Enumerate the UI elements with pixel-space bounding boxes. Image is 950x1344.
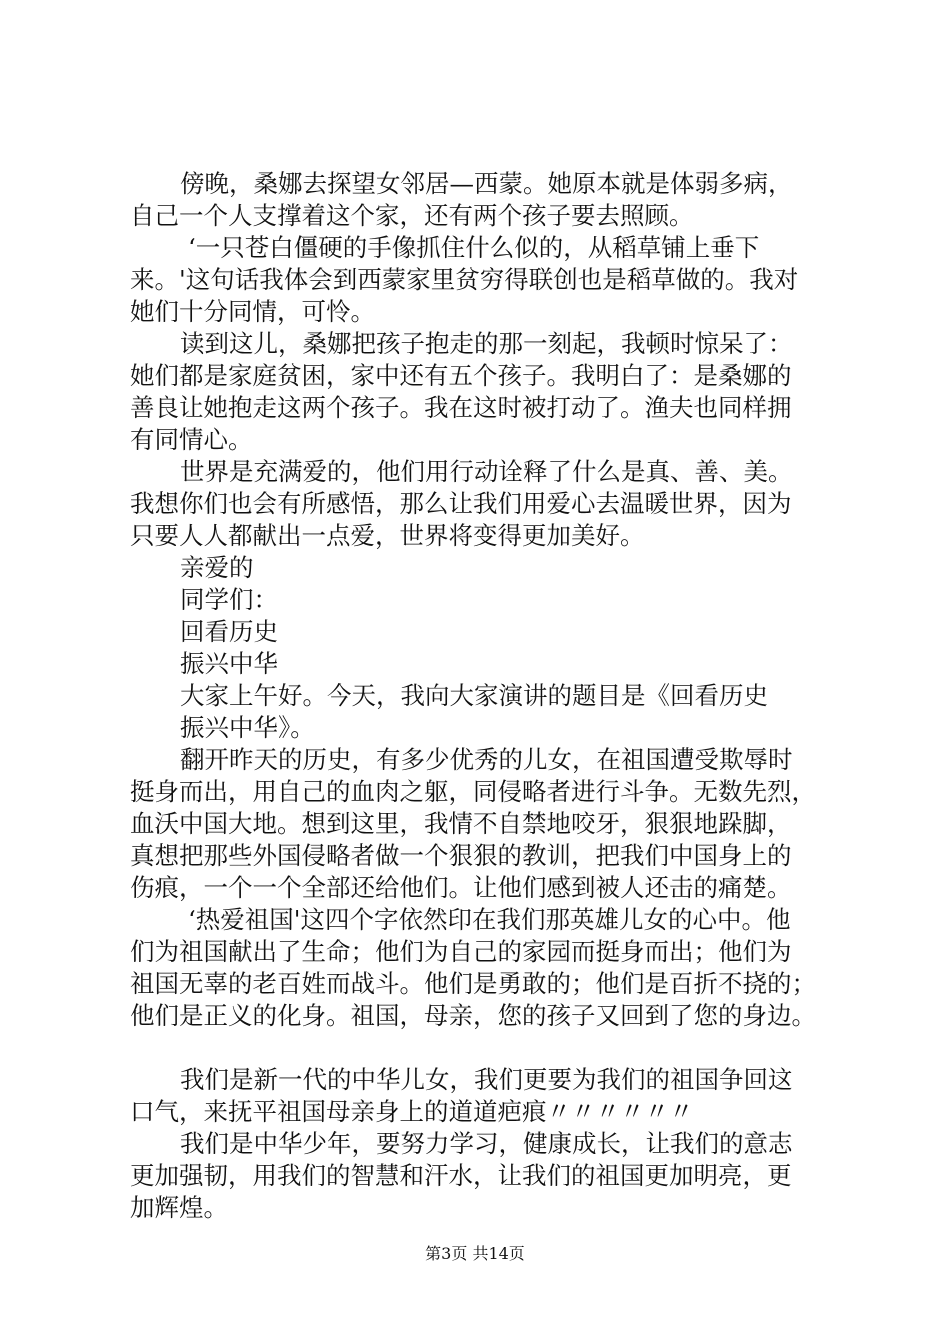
text-line: 同学们： — [180, 585, 278, 614]
text-line: 真想把那些外国侵略者做一个狠狠的教训，把我们中国身上的 — [130, 841, 792, 870]
text-line: 祖国无辜的老百姓而战斗。他们是勇敢的；他们是百折不挠的； — [130, 969, 816, 998]
text-line: 翻开昨天的历史，有多少优秀的儿女，在祖国遭受欺辱时 — [180, 745, 793, 774]
text-line: 我们是中华少年，要努力学习，健康成长，让我们的意志 — [180, 1129, 793, 1158]
text-line: 大家上午好。今天，我向大家演讲的题目是《回看历史 — [180, 681, 768, 710]
text-line: 世界是充满爱的，他们用行动诠释了什么是真、善、美。 — [180, 457, 793, 486]
text-line: 她们都是家庭贫困，家中还有五个孩子。我明白了：是桑娜的 — [130, 361, 792, 390]
text-line: 来。'这句话我体会到西蒙家里贫穷得联创也是稻草做的。我对 — [130, 265, 799, 294]
text-line: 振兴中华 — [180, 649, 278, 678]
text-line: ‘热爱祖国'这四个字依然印在我们那英雄儿女的心中。他 — [188, 905, 791, 934]
text-line: 亲爱的 — [180, 553, 254, 582]
text-line: 我们是新一代的中华儿女，我们更要为我们的祖国争回这 — [180, 1065, 793, 1094]
text-line: 他们是正义的化身。祖国，母亲，您的孩子又回到了您的身边。 — [130, 1001, 816, 1030]
text-line: 口气，来抚平祖国母亲身上的道道疤痕〃〃〃〃〃〃 — [130, 1097, 694, 1126]
text-line: 她们十分同情，可怜。 — [130, 297, 375, 326]
text-line: 读到这儿，桑娜把孩子抱走的那一刻起，我顿时惊呆了： — [180, 329, 793, 358]
text-line: 只要人人都献出一点爱，世界将变得更加美好。 — [130, 521, 645, 550]
text-line: 傍晚，桑娜去探望女邻居—西蒙。她原本就是体弱多病， — [180, 169, 793, 198]
document-body — [130, 168, 850, 1224]
text-line: 自己一个人支撑着这个家，还有两个孩子要去照顾。 — [130, 201, 694, 230]
text-line: 我想你们也会有所感悟，那么让我们用爱心去温暖世界，因为 — [130, 489, 792, 518]
text-line: 善良让她抱走这两个孩子。我在这时被打动了。渔夫也同样拥 — [130, 393, 792, 422]
text-line: 更加强韧，用我们的智慧和汗水，让我们的祖国更加明亮，更 — [130, 1161, 792, 1190]
text-line: 们为祖国献出了生命；他们为自己的家园而挺身而出；他们为 — [130, 937, 792, 966]
text-line: 挺身而出，用自己的血肉之躯，同侵略者进行斗争。无数先烈， — [130, 777, 816, 806]
page-footer — [0, 1244, 950, 1264]
text-line: 有同情心。 — [130, 425, 253, 454]
text-line: 加辉煌。 — [130, 1193, 228, 1222]
text-line: 回看历史 — [180, 617, 278, 646]
text-line: 振兴中华》。 — [180, 713, 315, 742]
text-line: ‘一只苍白僵硬的手像抓住什么似的，从稻草铺上垂下 — [188, 233, 760, 262]
text-line: 伤痕，一个一个全部还给他们。让他们感到被人还击的痛楚。 — [130, 873, 792, 902]
text-line: 血沃中国大地。想到这里，我情不自禁地咬牙，狠狠地跺脚， — [130, 809, 792, 838]
page-number: 第3页 共14页 — [425, 1244, 525, 1263]
paragraph-gap — [130, 1032, 850, 1064]
